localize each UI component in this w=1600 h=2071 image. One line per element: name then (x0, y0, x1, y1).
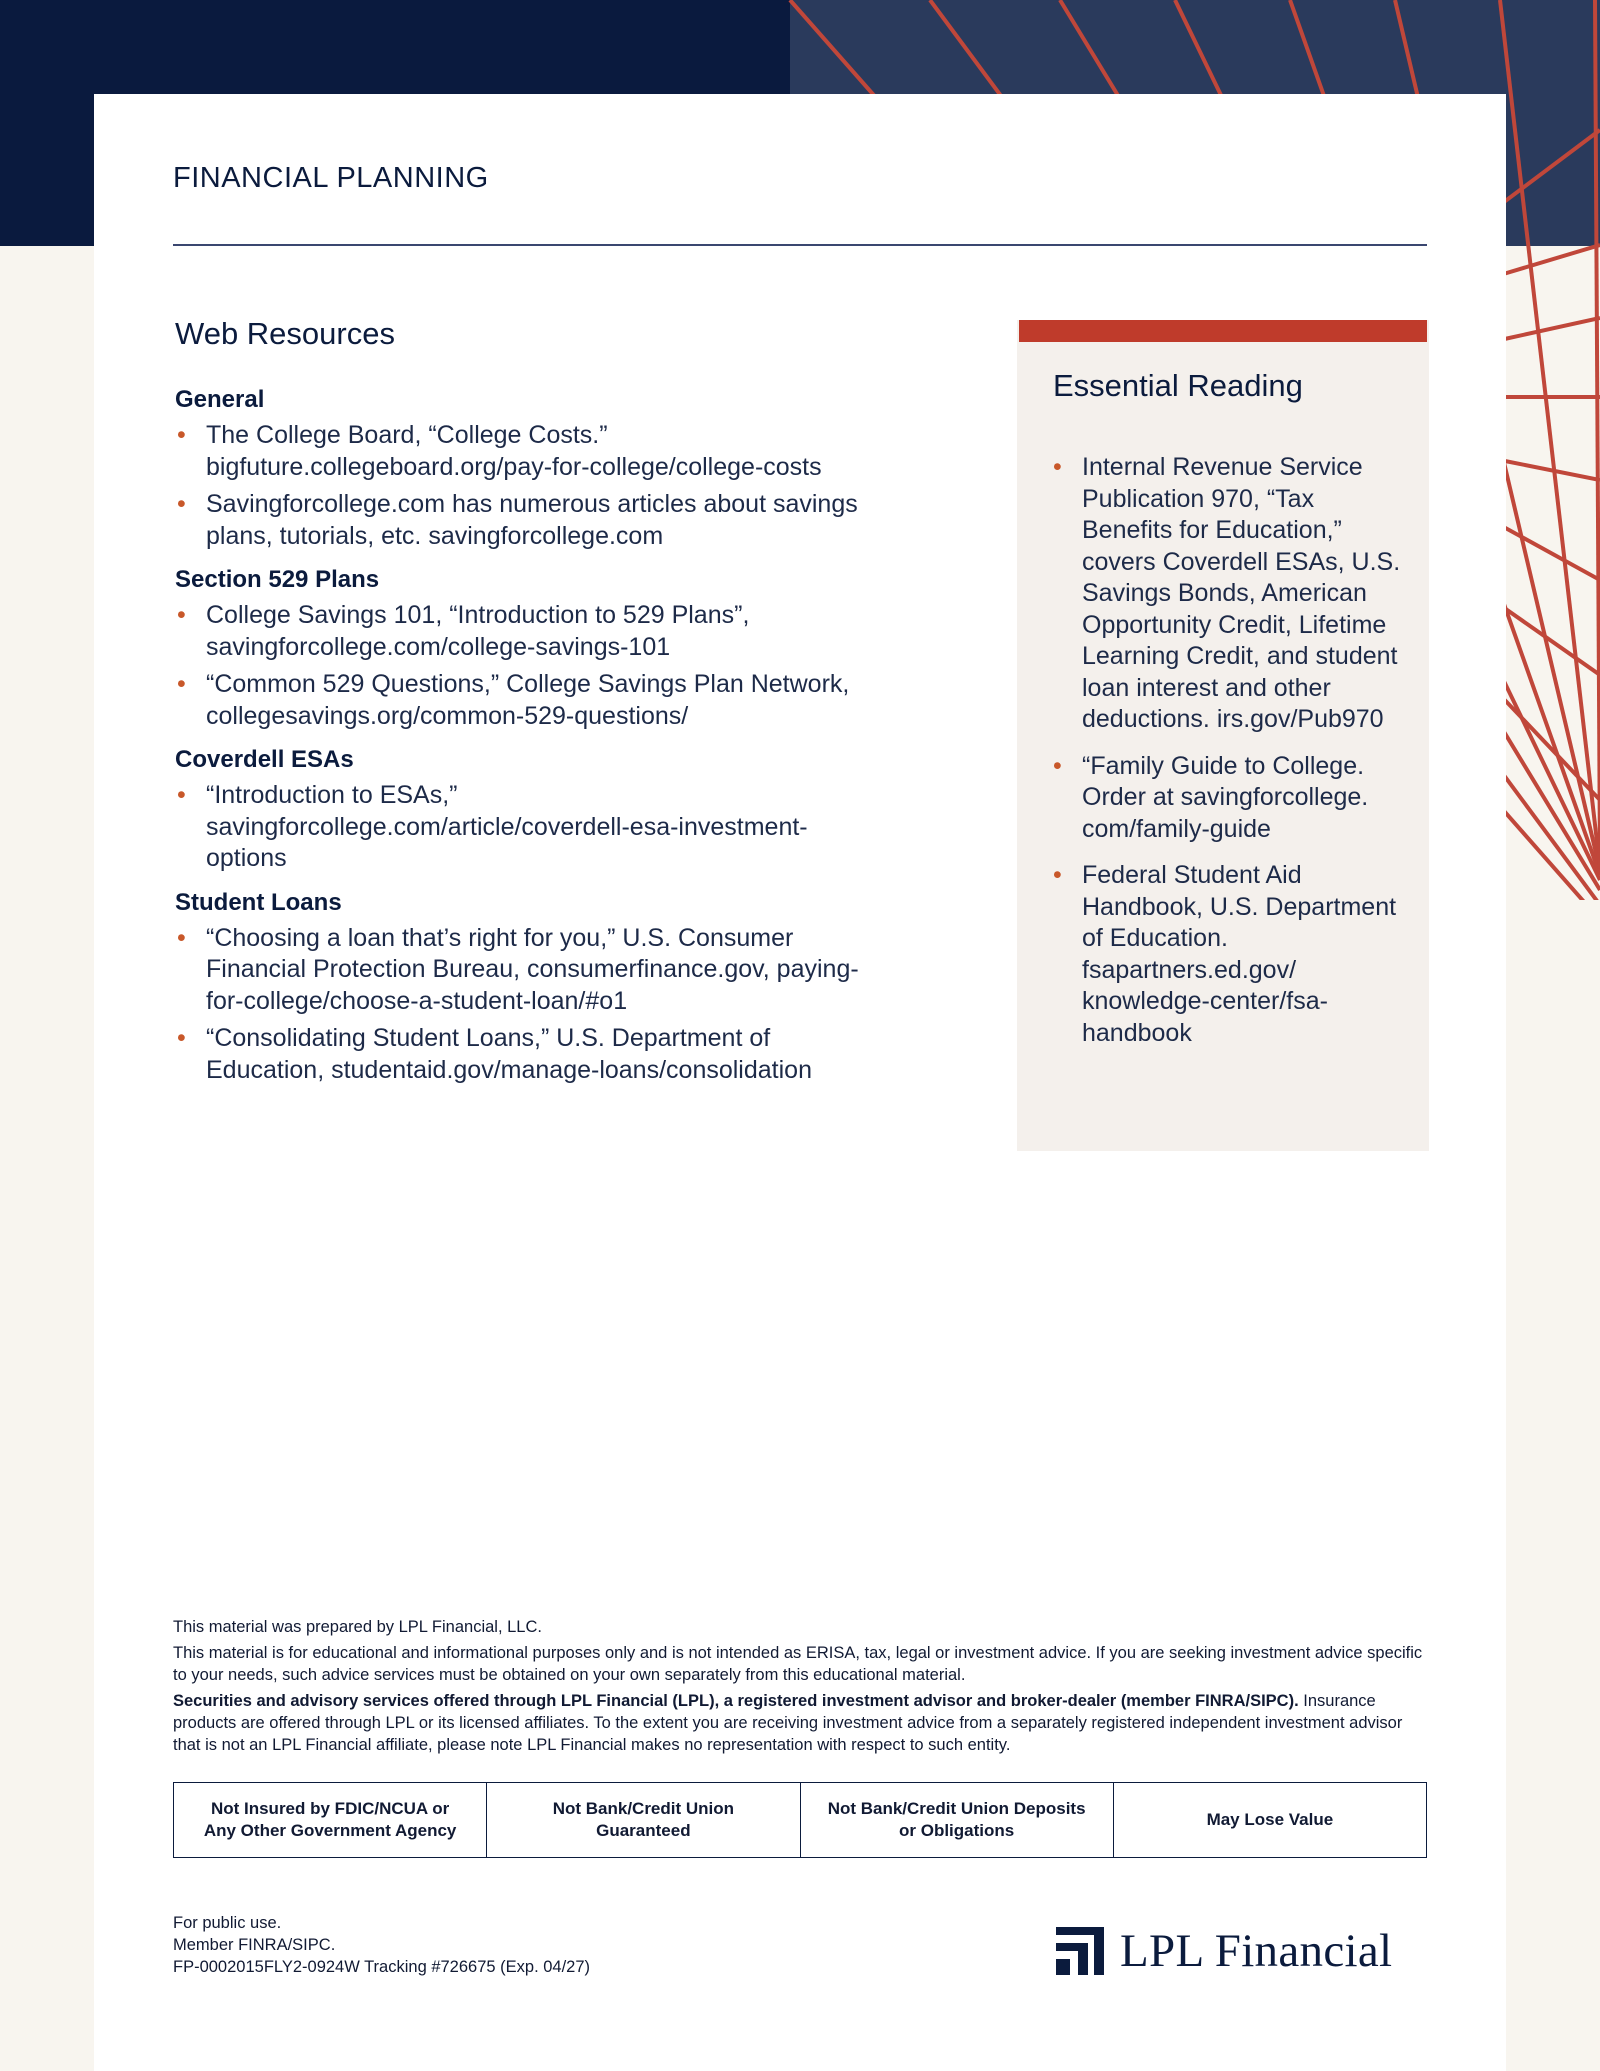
bullet-icon: • (177, 421, 186, 449)
legal-disclaimer (173, 1616, 1433, 1760)
group-heading: Section 529 Plans (175, 566, 380, 593)
list-item-text[interactable]: The College Board, “College Costs.” bigfuture.collegeboard.org/pay-for-college/college-costs (206, 421, 822, 481)
group-529-plans (175, 566, 875, 732)
list-item-text[interactable]: Savingforcollege.com has numerous articles about savings plans, tutorials, etc. savingforcollege.com (206, 490, 858, 550)
disclosure-table (173, 1782, 1427, 1858)
group-heading: General (175, 386, 265, 413)
bullet-icon: • (177, 670, 186, 698)
list-item-text[interactable]: “Family Guide to College. Order at savingforcollege. com/family-guide (1082, 751, 1369, 843)
educational-disclaimer: This material is for educational and informational purposes only and is not intended as ERISA, tax, legal or investment advice. If you are seeking investment advice specific to your needs, such advice services must be obtained on your own separately from this educational material. (173, 1644, 1423, 1684)
content-card (94, 94, 1506, 2071)
bullet-icon: • (177, 601, 186, 629)
web-resources-title: Web Resources (175, 316, 395, 351)
group-coverdell (175, 746, 875, 875)
list-item (175, 669, 875, 732)
footer-notes (173, 1912, 590, 1978)
disclosure-cell: Not Bank/Credit Union Guaranteed (487, 1783, 800, 1857)
logo-wordmark: LPL Financial (1120, 1925, 1393, 1977)
group-general (175, 386, 875, 552)
insurance-text: Insurance products are offered through LPL or its licensed affiliates. To the extent you are receiving investment advice from a separately registered independent investment advisor that is not an LPL Financial affiliate, please note LPL Financial makes no representation with respect to such entity. (173, 1692, 1403, 1754)
disclosure-cell: Not Bank/Credit Union Deposits or Obligations (801, 1783, 1114, 1857)
list-item-text[interactable]: Federal Student Aid Handbook, U.S. Department of Education. fsapartners.ed.gov/ knowledge-center/fsa-handbook (1082, 861, 1397, 1047)
essential-reading-panel (1017, 320, 1429, 1151)
list-item-text[interactable]: “Choosing a loan that’s right for you,” U.S. Consumer Financial Protection Bureau, consumerfinance.gov, paying-for-college/choose-a-student-loan/#o1 (206, 923, 859, 1015)
list-item (1051, 452, 1411, 736)
lpl-logo-mark-icon (1056, 1927, 1104, 1975)
group-student-loans (175, 889, 875, 1087)
group-heading: Coverdell ESAs (175, 746, 354, 773)
list-item (175, 600, 875, 663)
lpl-logo (1056, 1924, 1392, 1978)
list-item (1051, 860, 1411, 1049)
bullet-icon: • (177, 781, 186, 809)
web-resources-column (175, 316, 875, 1100)
disclosure-cell: Not Insured by FDIC/NCUA or Any Other Government Agency (174, 1783, 487, 1857)
bullet-icon: • (1053, 861, 1062, 889)
list-item-text[interactable]: “Introduction to ESAs,” savingforcollege.com/article/coverdell-esa-investment-options (206, 781, 808, 872)
list-item-text[interactable]: “Common 529 Questions,” College Savings Plan Network, collegesavings.org/common-529-questions/ (206, 670, 850, 730)
page-kicker: FINANCIAL PLANNING (173, 162, 489, 194)
list-item-text[interactable]: College Savings 101, “Introduction to 529 Plans”, savingforcollege.com/college-savings-101 (206, 601, 750, 661)
disclosure-cell: May Lose Value (1206, 1810, 1334, 1829)
bullet-icon: • (1053, 453, 1062, 481)
member-text: Member FINRA/SIPC. (173, 1936, 336, 1954)
tracking-text: FP-0002015FLY2-0924W Tracking #726675 (Exp. 04/27) (173, 1958, 591, 1976)
list-item (175, 1023, 875, 1086)
securities-disclaimer (173, 1690, 1433, 1756)
list-item (1051, 751, 1411, 846)
list-item-text[interactable]: “Consolidating Student Loans,” U.S. Department of Education, studentaid.gov/manage-loans/consolidation (206, 1024, 812, 1084)
public-use-text: For public use. (173, 1914, 282, 1932)
list-item (175, 489, 875, 552)
list-item (175, 420, 875, 483)
list-item-text[interactable]: Internal Revenue Service Publication 970, “Tax Benefits for Education,” covers Coverdell ESAs, U.S. Savings Bonds, American Opportunity Credit, Lifetime Learning Credit, and student loan interest and other deductions. irs.gov/Pub970 (1082, 453, 1401, 733)
securities-bold-text: Securities and advisory services offered through LPL Financial (LPL), a registered investment advisor and broker-dealer (member FINRA/SIPC). (173, 1692, 1299, 1710)
bullet-icon: • (1053, 751, 1062, 780)
bullet-icon: • (177, 490, 186, 518)
group-heading: Student Loans (175, 888, 342, 916)
panel-accent-bar (1019, 320, 1427, 342)
essential-reading-title: Essential Reading (1053, 368, 1303, 403)
list-item (175, 923, 875, 1018)
header-divider (173, 244, 1427, 246)
bullet-icon: • (177, 1024, 186, 1052)
prepared-by-text: This material was prepared by LPL Financial, LLC. (173, 1618, 542, 1636)
list-item (175, 780, 875, 875)
bullet-icon: • (177, 923, 186, 952)
